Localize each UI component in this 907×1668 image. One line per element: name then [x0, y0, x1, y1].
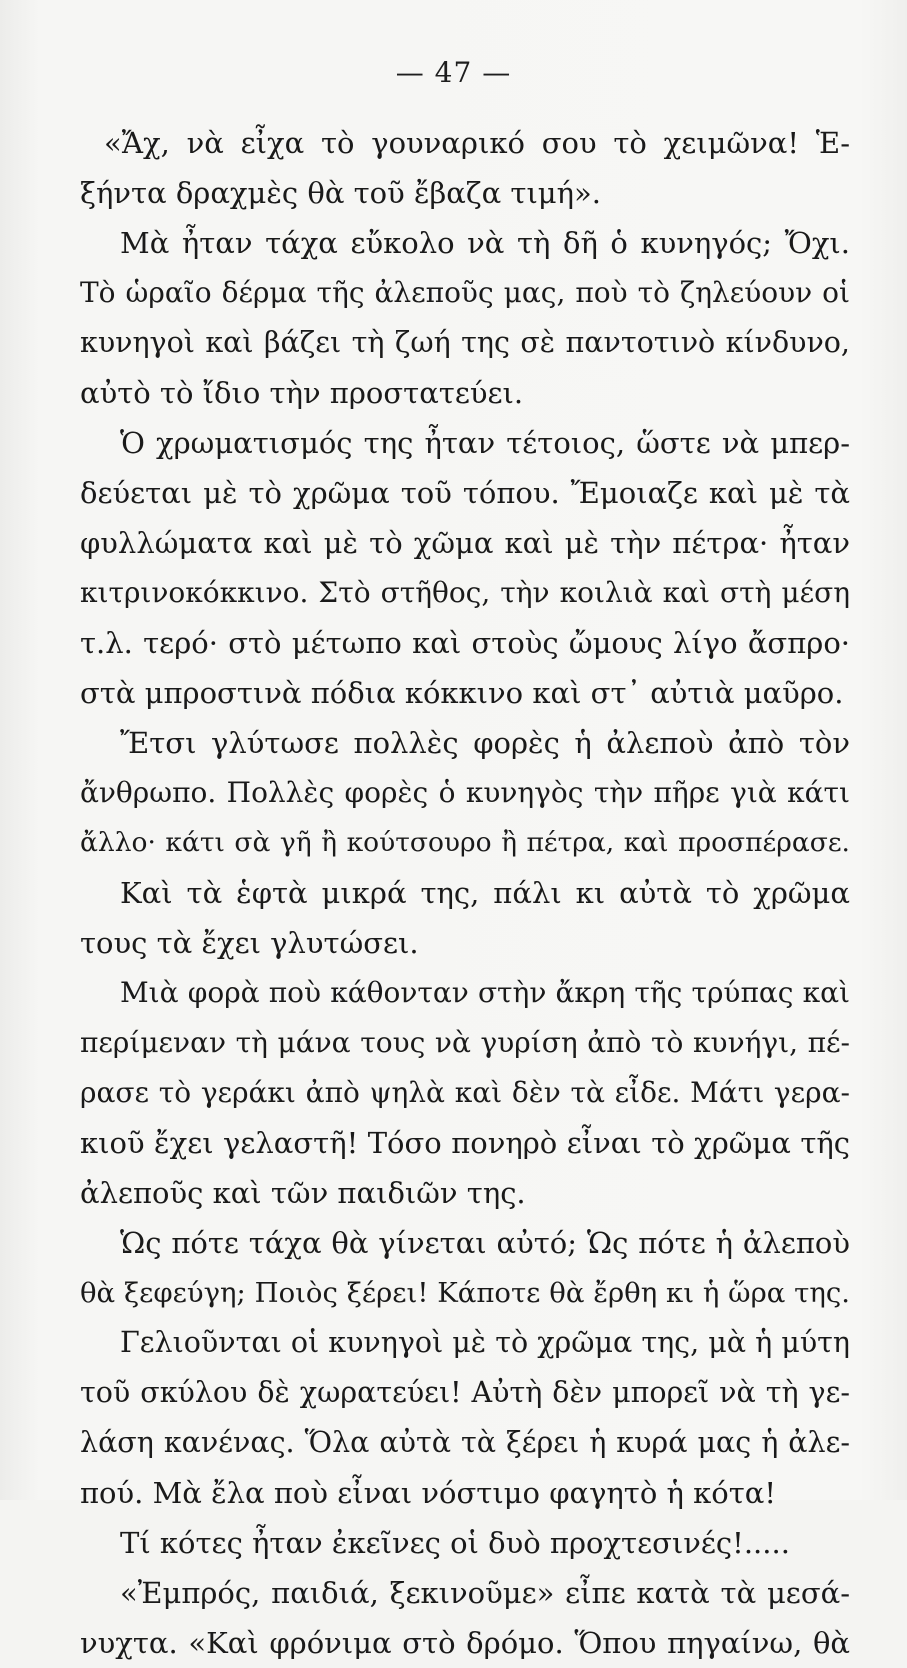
text-line: δεύεται μὲ τὸ χρῶμα τοῦ τόπου. Ἔμοιαζε καὶ μὲ τὰ — [80, 476, 850, 510]
text-line: φυλλώματα καὶ μὲ τὸ χῶμα καὶ μὲ τὴν πέτρα· ἦταν — [80, 526, 850, 560]
text-line: Μὰ ἦταν τάχα εὔκολο νὰ τὴ δῆ ὁ κυνηγός; Ὄχι. — [120, 226, 850, 260]
page-body-text — [80, 118, 850, 1668]
text-line: «Ἄχ, νὰ εἶχα τὸ γουναρικό σου τὸ χειμῶνα! Ἑ- — [104, 126, 850, 160]
text-line: «Ἐμπρός, παιδιά, ξεκινοῦμε» εἶπε κατὰ τὰ μεσά- — [120, 1576, 850, 1610]
text-line: Τὸ ὡραῖο δέρμα τῆς ἀλεποῦς μας, ποὺ τὸ ζηλεύουν οἱ — [80, 276, 850, 309]
text-line: κυνηγοὶ καὶ βάζει τὴ ζωή της σὲ παντοτινὸ κίνδυνο, — [80, 326, 850, 359]
text-line: Μιὰ φορὰ ποὺ κάθονταν στὴν ἄκρη τῆς τρύπας καὶ — [120, 976, 850, 1009]
text-line: κιτρινοκόκκινο. Στὸ στῆθος, τὴν κοιλιὰ καὶ στὴ μέση — [80, 576, 850, 609]
text-line: ἄλλο· κάτι σὰ γῆ ἢ κούτσουρο ἢ πέτρα, καὶ προσπέρασε. — [80, 827, 850, 858]
text-line: νυχτα. «Καὶ φρόνιμα στὸ δρόμο. Ὅπου πηγαίνω, θὰ — [80, 1626, 850, 1660]
page-number: — 47 — — [395, 56, 512, 89]
text-line: λάση κανένας. Ὅλα αὐτὰ τὰ ξέρει ἡ κυρά μας ἡ ἀλε- — [80, 1426, 850, 1459]
text-line: κιοῦ ἔχει γελαστῆ! Τόσο πονηρὸ εἶναι τὸ χρῶμα τῆς — [80, 1126, 850, 1160]
text-line: ξήντα δραχμὲς θὰ τοῦ ἔβαζα τιμή». — [80, 176, 601, 210]
text-line: τοῦ σκύλου δὲ χωρατεύει! Αὐτὴ δὲν μπορεῖ νὰ τὴ γε- — [80, 1376, 850, 1409]
text-line: Τί κότες ἦταν ἐκεῖνες οἱ δυὸ προχτεσινές!..... — [120, 1526, 790, 1560]
text-line: τους τὰ ἔχει γλυτώσει. — [80, 926, 419, 960]
text-line: Ὁ χρωματισμός της ἦταν τέτοιος, ὥστε νὰ μπερ- — [120, 426, 850, 460]
text-line: Ἔτσι γλύτωσε πολλὲς φορὲς ἡ ἀλεποὺ ἀπὸ τὸν — [120, 726, 850, 760]
text-line: Ὡς πότε τάχα θὰ γίνεται αὐτό; Ὡς πότε ἡ ἀλεποὺ — [120, 1226, 850, 1260]
text-line: τ.λ. τερό· στὸ μέτωπο καὶ στοὺς ὤμους λίγο ἄσπρο· — [80, 626, 850, 660]
text-line: Γελιοῦνται οἱ κυνηγοὶ μὲ τὸ χρῶμα της, μὰ ἡ μύτη — [120, 1326, 850, 1359]
text-line: ἄνθρωπο. Πολλὲς φορὲς ὁ κυνηγὸς τὴν πῆρε γιὰ κάτι — [80, 776, 850, 809]
text-line: αὐτὸ τὸ ἴδιο τὴν προστατεύει. — [80, 376, 524, 410]
text-line: ρασε τὸ γεράκι ἀπὸ ψηλὰ καὶ δὲν τὰ εἶδε. Μάτι γερα- — [80, 1076, 850, 1109]
text-line: περίμεναν τὴ μάνα τους νὰ γυρίση ἀπὸ τὸ κυνήγι, πέ- — [80, 1026, 850, 1059]
text-line: στὰ μπροστινὰ πόδια κόκκινο καὶ στ᾽ αὐτιὰ μαῦρο. — [80, 676, 844, 710]
text-line: πού. Μὰ ἔλα ποὺ εἶναι νόστιμο φαγητὸ ἡ κότα! — [80, 1476, 776, 1510]
text-line: ἀλεποῦς καὶ τῶν παιδιῶν της. — [80, 1176, 526, 1210]
text-line: θὰ ξεφεύγη; Ποιὸς ξέρει! Κάποτε θὰ ἔρθη κι ἡ ὥρα της. — [80, 1277, 850, 1309]
text-line: Καὶ τὰ ἑφτὰ μικρά της, πάλι κι αὐτὰ τὸ χρῶμα — [120, 876, 850, 910]
